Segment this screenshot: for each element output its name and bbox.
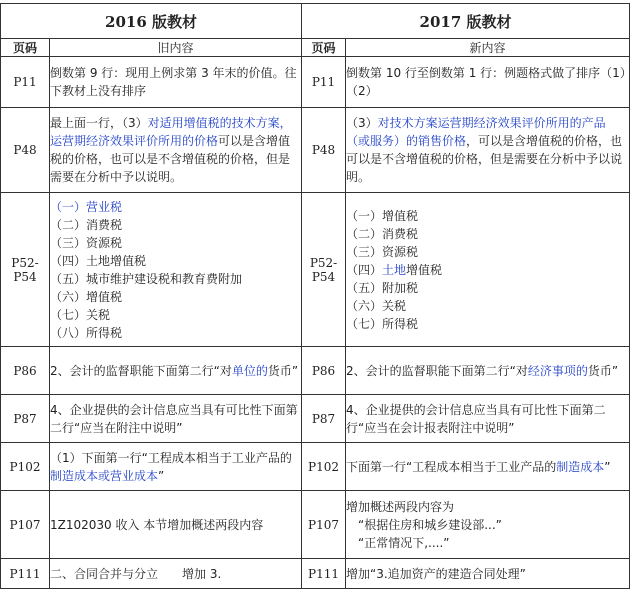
- page-column-header-right: 页码: [302, 39, 346, 57]
- page-number-new: P11: [302, 57, 346, 108]
- new-text-suffix: 货币”: [587, 363, 619, 378]
- page-range-start: P52-: [11, 255, 39, 270]
- new-text-suffix: ”: [604, 459, 611, 474]
- edition-header-row: [1, 4, 630, 39]
- page-number-old: P107: [1, 491, 50, 559]
- table-row: [1, 443, 630, 491]
- new-content-header: 新内容: [346, 39, 630, 57]
- list-item: （三）资源税: [346, 244, 419, 259]
- page-number-new: P111: [302, 559, 346, 589]
- edition-2017-header: 2017 版教材: [302, 4, 630, 39]
- old-tax-list: [50, 193, 302, 347]
- old-text-prefix: （1）下面第一行“工程成本相当于工业产品的: [50, 450, 292, 465]
- old-highlight-text: 制造成本或营业成本: [50, 468, 159, 483]
- page-number-new: P107: [302, 491, 346, 559]
- column-header-row: [1, 39, 630, 57]
- old-highlight-text: 对适用增值税的技术方案，运营期经济效果评价所用的价格: [50, 116, 292, 148]
- page-range-end: P54: [13, 269, 37, 284]
- old-content-header: 旧内容: [50, 39, 302, 57]
- list-item: （六）增值税: [50, 289, 123, 304]
- page-range-end: P54: [311, 269, 336, 284]
- page-number-new: P48: [302, 108, 346, 193]
- old-text-prefix: 2、会计的监督职能下面第二行“对: [50, 363, 232, 378]
- old-text-suffix: 货币”: [267, 363, 299, 378]
- page-number-new: P87: [302, 395, 346, 443]
- list-item: （二）消费税: [346, 226, 419, 241]
- new-content-cell: 增加“3.追加资产的建造合同处理”: [346, 559, 630, 589]
- page-number-old: [1, 193, 50, 347]
- list-item: （八）所得税: [50, 325, 123, 340]
- page-number-new: P102: [302, 443, 346, 491]
- list-item: （三）资源税: [50, 235, 123, 250]
- table-row: [1, 347, 630, 395]
- list-item: （二）消费税: [50, 217, 123, 232]
- new-content-cell: [346, 443, 630, 491]
- list-item: （五）城市维护建设税和教育费附加: [50, 271, 243, 286]
- new-tax-list: [346, 193, 630, 347]
- page-column-header-left: 页码: [1, 39, 50, 57]
- new-text-prefix: （3）: [346, 116, 378, 130]
- table-row: [1, 491, 630, 559]
- content-line: “根据住房和城乡建设部...”: [358, 517, 502, 532]
- page-number-old: P11: [1, 57, 50, 108]
- page-number-old: P102: [1, 443, 50, 491]
- old-content-cell: [50, 108, 302, 193]
- table-row: [1, 559, 630, 589]
- list-item: （一）营业税: [50, 199, 123, 214]
- table-row: [1, 108, 630, 193]
- new-text-suffix: ，可以是含增值税的价格，也可以是不含增值税的价格，但是需要在分析中予以说明。: [346, 134, 623, 184]
- page-number-old: P87: [1, 395, 50, 443]
- page-range-start: P52-: [309, 255, 338, 270]
- page-number-old: P111: [1, 559, 50, 589]
- item-highlight: 土地: [382, 262, 407, 277]
- old-content-cell: [50, 347, 302, 395]
- old-content-cell: 1Z102030 收入 本节增加概述两段内容: [50, 491, 302, 559]
- old-content-cell: 倒数第 9 行：现用上例求第 3 年末的价值。往下教材上没有排序: [50, 57, 302, 108]
- new-highlight-text: 对技术方案运营期经济效果评价所用的产品（或服务）的销售价格: [346, 116, 606, 148]
- new-text-prefix: 下面第一行“工程成本相当于工业产品的: [346, 459, 557, 474]
- new-content-cell: 倒数第 10 行至倒数第 1 行：例题格式做了排序（1）（2）: [346, 57, 630, 108]
- comparison-table: [0, 3, 630, 589]
- list-item: （五）附加税: [346, 280, 419, 295]
- new-content-cell: [346, 347, 630, 395]
- content-line: “正常情况下,....”: [358, 535, 450, 550]
- old-text-suffix: ”: [158, 468, 165, 483]
- list-item: （七）所得税: [346, 316, 419, 331]
- old-content-cell: 4、企业提供的会计信息应当具有可比性下面第二行“应当在附注中说明”: [50, 395, 302, 443]
- table-row: [1, 395, 630, 443]
- old-content-cell: [50, 443, 302, 491]
- old-content-cell: 二、合同合并与分立 增加 3.: [50, 559, 302, 589]
- new-text-prefix: 2、会计的监督职能下面第二行“对: [346, 363, 528, 378]
- edition-2016-header: 2016 版教材: [1, 4, 302, 39]
- new-content-cell: 4、企业提供的会计信息应当具有可比性下面第二行“应当在会计报表附注中说明”: [346, 395, 630, 443]
- page-number-old: P86: [1, 347, 50, 395]
- list-item: （七）关税: [50, 307, 111, 322]
- new-highlight-text: 制造成本: [556, 459, 605, 474]
- page-number-new: [302, 193, 346, 347]
- new-content-cell: [346, 108, 630, 193]
- table-row: [1, 57, 630, 108]
- table-row: [1, 193, 630, 347]
- list-item: （六）关税: [346, 298, 407, 313]
- old-text-suffix: 可以是含增值税的价格，也可以是不含增值税的价格，但是需要在分析中予以说明。: [50, 134, 291, 184]
- page-number-old: P48: [1, 108, 50, 193]
- list-item: （一）增值税: [346, 208, 419, 223]
- new-content-cell: [346, 491, 630, 559]
- new-highlight-text: 经济事项的: [527, 363, 588, 378]
- item-prefix: （四）: [346, 262, 383, 277]
- page-number-new: P86: [302, 347, 346, 395]
- old-highlight-text: 单位的: [231, 363, 268, 378]
- old-text-prefix: 最上面一行，（3）: [50, 116, 148, 130]
- list-item: [346, 261, 629, 279]
- item-suffix: 增值税: [406, 262, 443, 277]
- list-item: （四）土地增值税: [50, 253, 147, 268]
- content-line: 增加概述两段内容为: [346, 499, 455, 514]
